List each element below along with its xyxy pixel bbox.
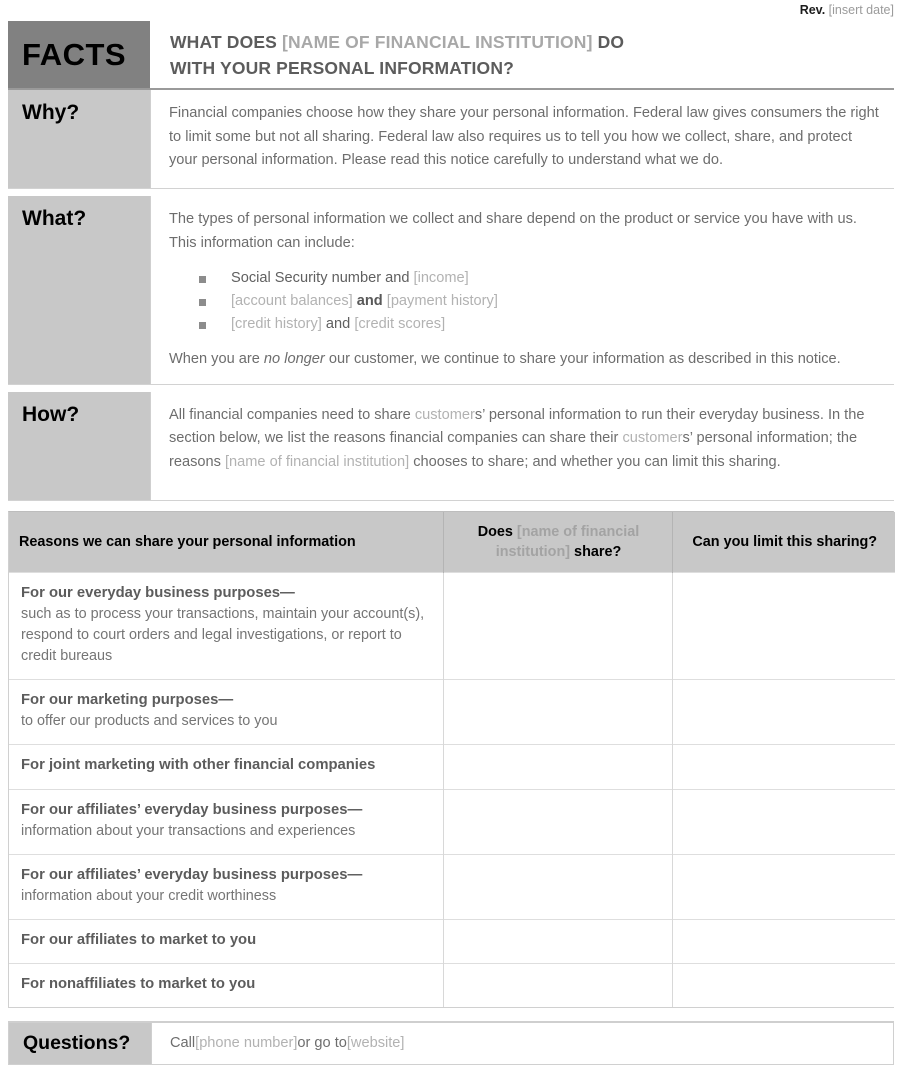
list-item: [199, 290, 884, 313]
how-part-b: s’ personal information to run their everyday business. In the section below, we list the reasons financial companies can share their: [169, 406, 865, 446]
reason-description: to offer our products and services to you: [21, 712, 278, 729]
section-what-bullet-list: [169, 267, 884, 336]
reason-title: For nonaffiliates to market to you: [21, 975, 256, 992]
table-row: [9, 679, 895, 744]
does-share-institution-placeholder: [name of financial institution]: [495, 523, 640, 560]
sharing-table: [9, 512, 895, 1007]
reason-description: such as to process your transactions, maintain your account(s), respond to court orders and legal investigations, or report to credit bureaus: [21, 605, 425, 664]
section-why-paragraph: Financial companies choose how they share your personal information. Federal law gives consumers the right to limit some but not all sharing. Federal law also requires us to tell you how we collect, share, and protect your personal information. Please read this notice carefully to understand what we do.: [169, 105, 879, 168]
share-answer-cell[interactable]: [443, 744, 672, 789]
section-why-body: [150, 90, 894, 188]
list-item: [199, 267, 884, 290]
reason-cell: [9, 744, 443, 789]
closing-part-b: our customer, we continue to share your information as described in this notice.: [324, 351, 841, 367]
reason-description: information about your transactions and experiences: [21, 822, 356, 839]
questions-website-placeholder: [website]: [346, 1035, 405, 1051]
reason-cell: [9, 854, 443, 919]
questions-body: [151, 1023, 893, 1064]
reason-cell: [9, 572, 443, 679]
questions-middle-text: or go to: [297, 1035, 347, 1051]
section-why-label: Why?: [8, 90, 150, 188]
questions-call-word: Call: [170, 1035, 196, 1051]
bullet-3-placeholder-1: [credit history]: [231, 316, 322, 332]
column-header-can-limit: Can you limit this sharing?: [672, 512, 895, 573]
section-why: [8, 90, 894, 189]
section-how-body: [150, 392, 894, 500]
reason-description: information about your credit worthiness: [21, 887, 277, 904]
how-part-c: s’ personal information; the reasons: [169, 430, 858, 470]
facts-title-line2: WITH YOUR PERSONAL INFORMATION?: [170, 58, 514, 78]
column-header-does-share: [443, 512, 672, 573]
facts-title-part-b: DO: [592, 32, 625, 52]
sharing-table-container: [8, 511, 894, 1008]
section-what-body: [150, 196, 894, 384]
questions-footer: [8, 1021, 894, 1065]
revision-label: Rev.: [799, 3, 826, 17]
limit-answer-cell[interactable]: [672, 963, 895, 1007]
reason-cell: [9, 919, 443, 963]
list-item: [199, 313, 884, 336]
how-customers-placeholder-1: customer: [414, 406, 475, 423]
limit-answer-cell[interactable]: [672, 919, 895, 963]
section-spacer-1: [8, 189, 894, 196]
section-how-paragraph: [169, 404, 884, 475]
section-what-label: What?: [8, 196, 150, 384]
section-how: [8, 392, 894, 501]
bullet-3-mid: and: [321, 316, 355, 332]
table-row: [9, 963, 895, 1007]
table-row: [9, 919, 895, 963]
facts-title-part-a: WHAT DOES: [170, 32, 283, 52]
how-institution-placeholder: [name of financial institution]: [224, 453, 410, 470]
questions-phone-placeholder: [phone number]: [195, 1035, 298, 1051]
limit-answer-cell[interactable]: [672, 679, 895, 744]
closing-part-a: When you are: [169, 351, 264, 367]
section-what: [8, 196, 894, 385]
reason-cell: [9, 963, 443, 1007]
bullet-3-placeholder-2: [credit scores]: [354, 316, 446, 332]
does-share-part-a: Does: [477, 523, 517, 540]
table-row: [9, 572, 895, 679]
bullet-1-dark: Social Security number and: [231, 270, 414, 286]
table-header-row: [9, 512, 895, 573]
table-row: [9, 789, 895, 854]
facts-title: [150, 21, 894, 88]
section-how-label: How?: [8, 392, 150, 500]
share-answer-cell[interactable]: [443, 572, 672, 679]
reason-title: For our affiliates’ everyday business purposes—: [21, 866, 363, 883]
section-spacer-2: [8, 385, 894, 392]
share-answer-cell[interactable]: [443, 789, 672, 854]
reason-cell: [9, 679, 443, 744]
limit-answer-cell[interactable]: [672, 572, 895, 679]
closing-emphasis: no longer: [263, 351, 325, 367]
facts-title-institution-placeholder: [NAME OF FINANCIAL INSTITUTION]: [282, 32, 593, 52]
limit-answer-cell[interactable]: [672, 854, 895, 919]
sharing-table-body: [9, 572, 895, 1007]
share-answer-cell[interactable]: [443, 963, 672, 1007]
how-part-d: chooses to share; and whether you can limit this sharing.: [409, 453, 781, 470]
reason-title: For joint marketing with other financial companies: [21, 756, 376, 773]
facts-header-band: [8, 21, 894, 90]
limit-answer-cell[interactable]: [672, 744, 895, 789]
reason-title: For our everyday business purposes—: [21, 584, 295, 601]
reason-cell: [9, 789, 443, 854]
questions-label: Questions?: [9, 1023, 151, 1064]
reason-title: For our affiliates to market to you: [21, 931, 257, 948]
reason-title: For our affiliates’ everyday business purposes—: [21, 801, 363, 818]
column-header-reasons: Reasons we can share your personal information: [9, 512, 443, 573]
revision-date: [insert date]: [828, 3, 894, 17]
bullet-1-placeholder: [income]: [413, 270, 469, 286]
bullet-2-placeholder-1: [account balances]: [231, 293, 353, 309]
limit-answer-cell[interactable]: [672, 789, 895, 854]
share-answer-cell[interactable]: [443, 854, 672, 919]
share-answer-cell[interactable]: [443, 679, 672, 744]
section-what-intro: The types of personal information we collect and share depend on the product or service you have with us. This information can include:: [169, 211, 857, 251]
bullet-2-mid: and: [352, 293, 387, 309]
reason-title: For our marketing purposes—: [21, 691, 234, 708]
does-share-part-b: share?: [570, 543, 622, 560]
table-row: [9, 854, 895, 919]
how-part-a: All financial companies need to share: [169, 406, 415, 423]
share-answer-cell[interactable]: [443, 919, 672, 963]
revision-line: [8, 0, 894, 21]
facts-label: FACTS: [8, 21, 150, 88]
table-row: [9, 744, 895, 789]
sharing-table-head: [9, 512, 895, 573]
section-what-closing: [169, 348, 884, 372]
bullet-2-placeholder-2: [payment history]: [386, 293, 498, 309]
how-customers-placeholder-2: customer: [622, 430, 683, 446]
